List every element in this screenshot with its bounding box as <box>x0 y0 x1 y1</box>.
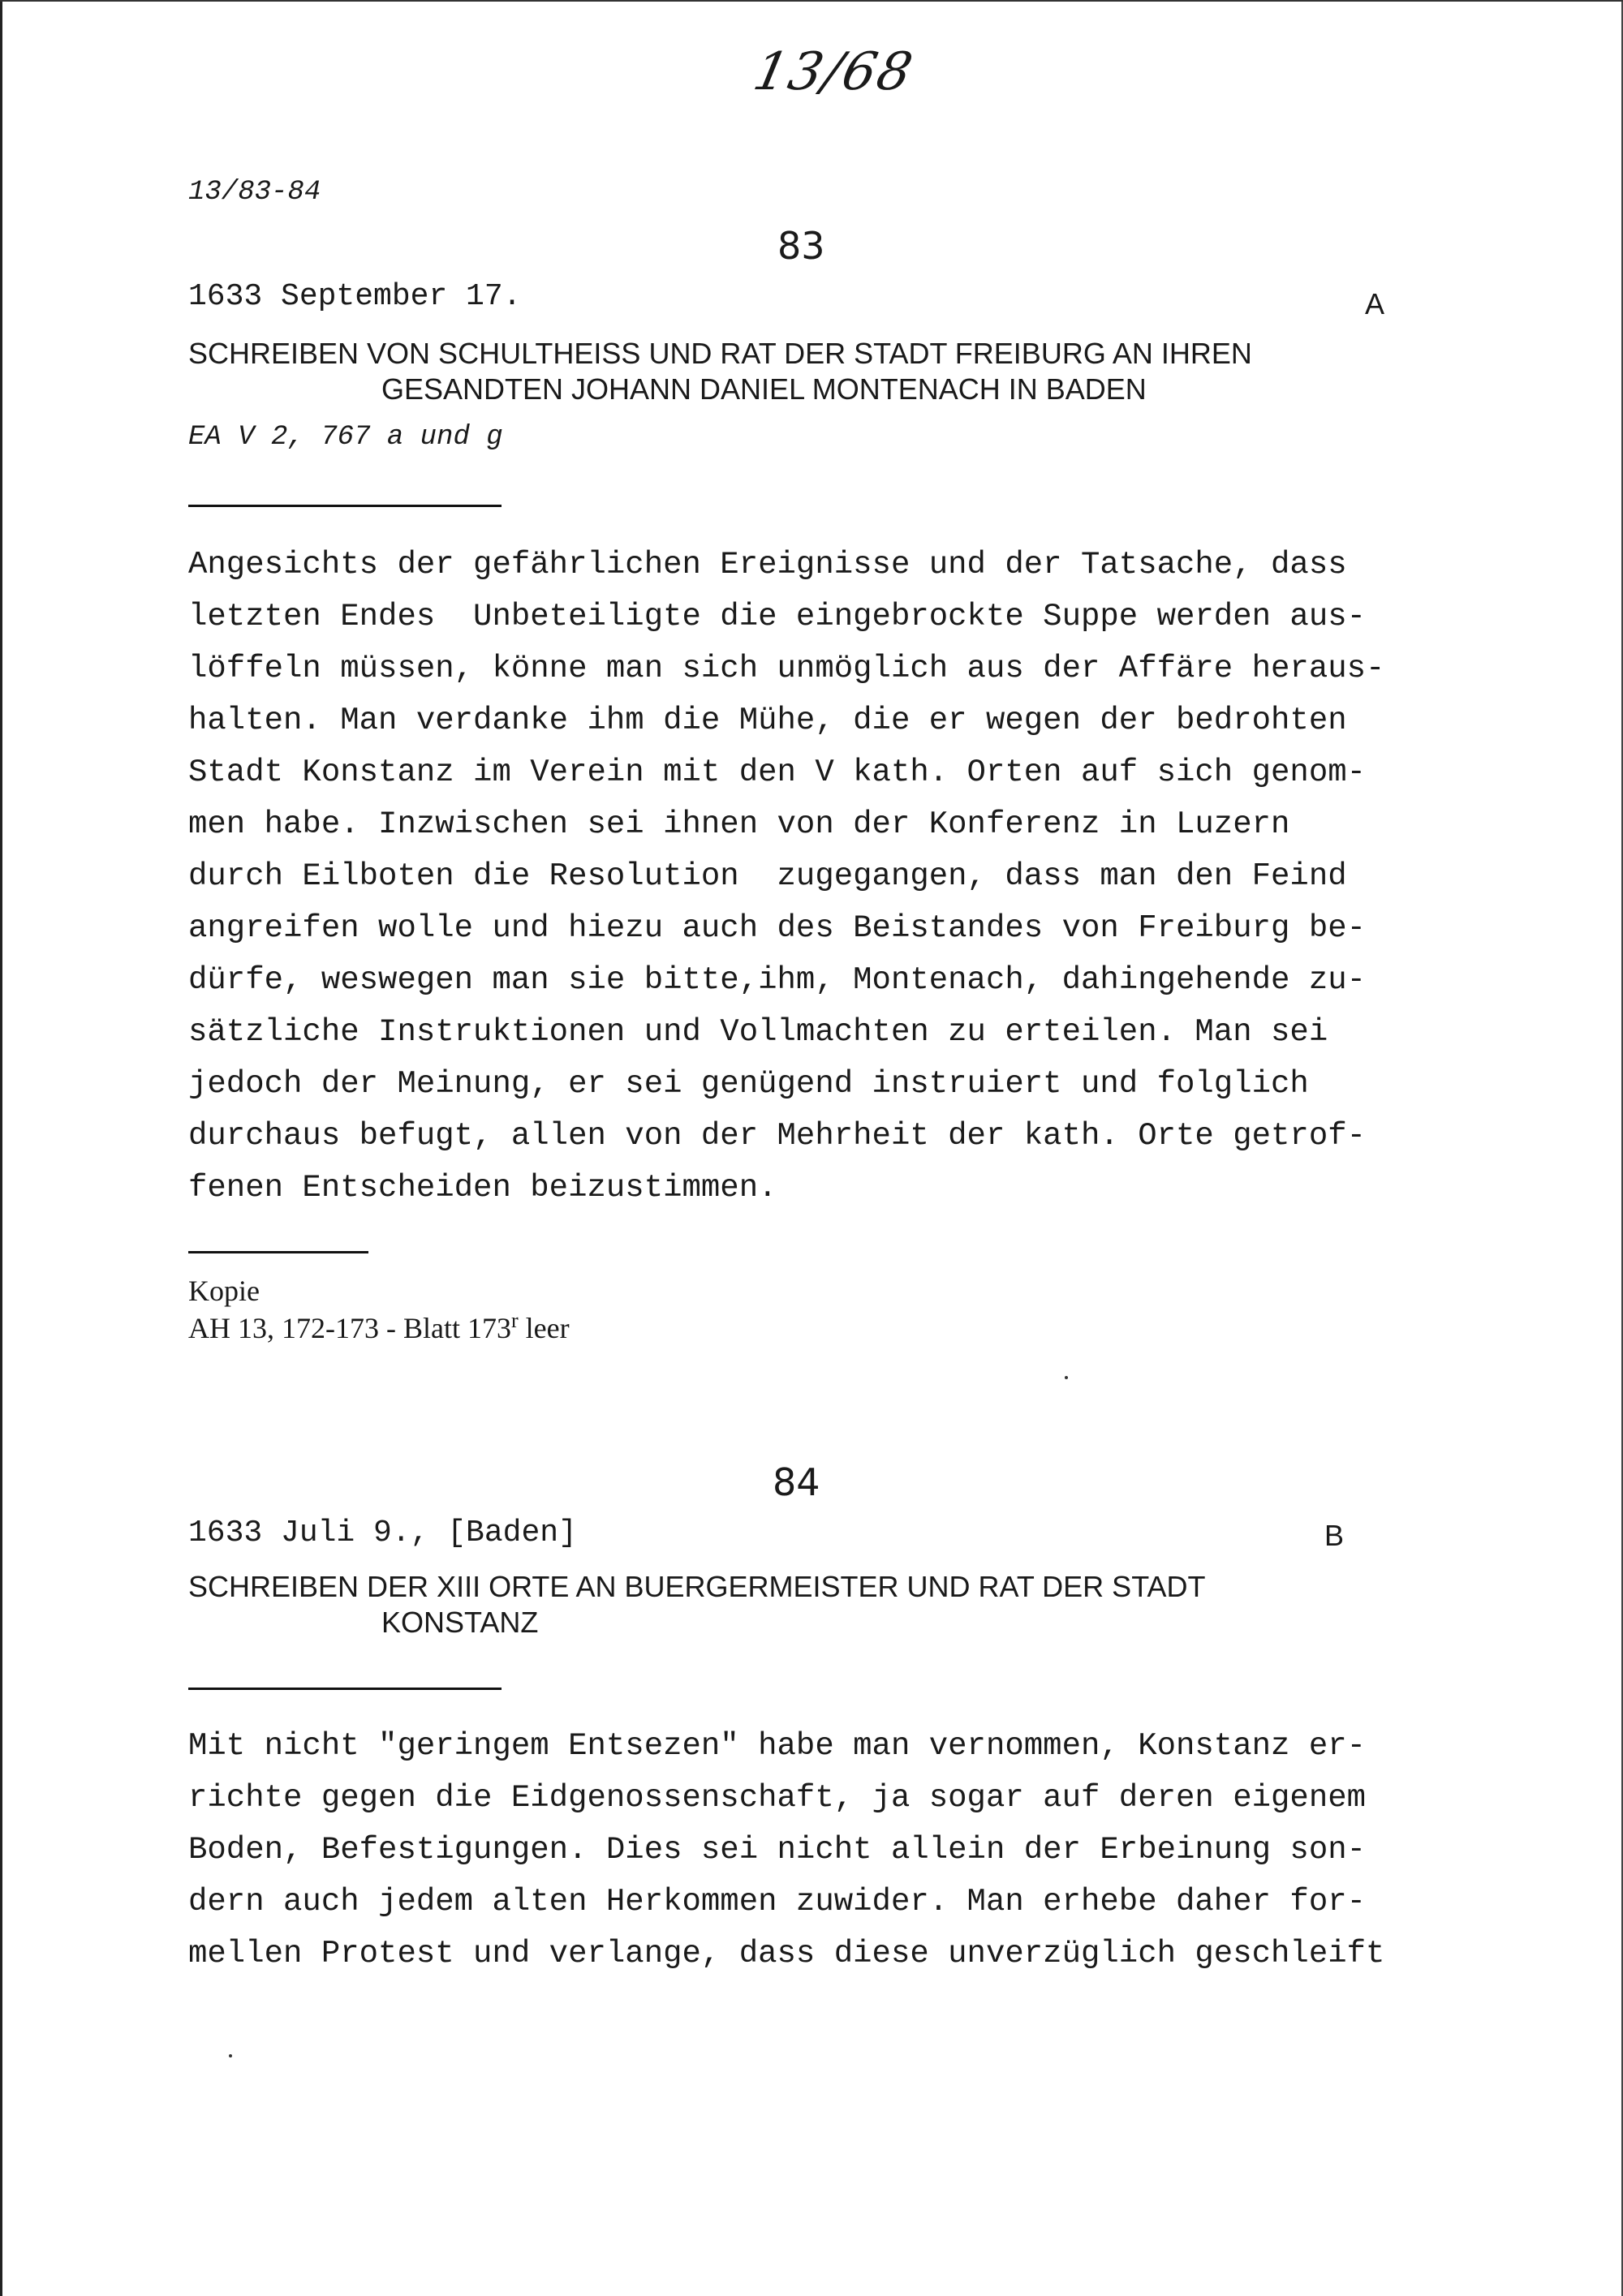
doc83-title <box>188 336 1252 407</box>
body-line: mellen Protest und verlange, dass diese unverzüglich geschleift <box>188 1936 1385 1971</box>
scan-speck <box>229 2054 232 2057</box>
scan-speck <box>1065 1376 1068 1379</box>
body-line: durchaus befugt, allen von der Mehrheit der kath. Orte getrof- <box>188 1118 1367 1154</box>
doc84-date: 1633 Juli 9., [Baden] <box>188 1516 577 1550</box>
divider <box>188 505 502 507</box>
doc83-body <box>188 539 1384 1214</box>
scan-left-edge <box>0 0 2 2296</box>
archive-ref: AH 13, 172-173 - Blatt 173 <box>188 1312 511 1344</box>
doc83-title-line: SCHREIBEN VON SCHULTHEISS UND RAT DER STADT FREIBURG AN IHREN <box>188 337 1252 370</box>
body-line: fenen Entscheiden beizustimmen. <box>188 1170 777 1206</box>
body-line: dern auch jedem alten Herkommen zuwider. Man erhebe daher for- <box>188 1884 1367 1920</box>
body-line: men habe. Inzwischen sei ihnen von der Konferenz in Luzern <box>188 806 1290 842</box>
doc84-number: 84 <box>773 1460 820 1504</box>
doc83-source: EA V 2, 767 a und g <box>188 422 503 453</box>
archive-superscript: r <box>510 1309 519 1332</box>
body-line: letzten Endes Unbeteiligte die eingebrockte Suppe werden aus- <box>188 599 1367 634</box>
body-line: Boden, Befestigungen. Dies sei nicht allein der Erbeinung son- <box>188 1832 1367 1868</box>
doc83-title-line: GESANDTEN JOHANN DANIEL MONTENACH IN BADEN <box>381 372 1147 406</box>
body-line: Mit nicht "geringem Entsezen" habe man vernommen, Konstanz er- <box>188 1728 1367 1764</box>
body-line: richte gegen die Eidgenossenschaft, ja sogar auf deren eigenem <box>188 1780 1367 1816</box>
body-line: löffeln müssen, könne man sich unmöglich aus der Affäre heraus- <box>188 651 1385 686</box>
body-line: jedoch der Meinung, er sei genügend instruiert und folglich <box>188 1066 1309 1102</box>
body-line: Angesichts der gefährlichen Ereignisse und der Tatsache, dass <box>188 547 1347 583</box>
body-line: durch Eilboten die Resolution zugegangen, dass man den Feind <box>188 858 1347 894</box>
archive-label: Kopie <box>188 1275 260 1307</box>
handwritten-page-number: 13/68 <box>748 42 919 102</box>
body-line: angreifen wolle und hiezu auch des Beistandes von Freiburg be- <box>188 910 1367 946</box>
doc83-date: 1633 September 17. <box>188 279 522 314</box>
body-line: sätzliche Instruktionen und Vollmachten zu erteilen. Man sei <box>188 1014 1328 1050</box>
divider <box>188 1251 368 1253</box>
doc83-archive <box>188 1272 570 1347</box>
top-reference: 13/83-84 <box>188 177 321 208</box>
body-line: dürfe, weswegen man sie bitte,ihm, Montenach, dahingehende zu- <box>188 962 1367 998</box>
doc83-mark: A <box>1365 287 1385 320</box>
doc84-title <box>188 1569 1206 1640</box>
divider <box>188 1688 502 1690</box>
doc84-body <box>188 1720 1384 1980</box>
archive-reference <box>188 1309 570 1347</box>
scan-top-edge <box>0 0 1623 2</box>
archive-tail: leer <box>518 1312 570 1344</box>
doc84-title-line: KONSTANZ <box>381 1606 539 1639</box>
doc83-number: 83 <box>777 224 825 268</box>
body-line: halten. Man verdanke ihm die Mühe, die er wegen der bedrohten <box>188 703 1347 738</box>
body-line: Stadt Konstanz im Verein mit den V kath. Orten auf sich genom- <box>188 755 1367 790</box>
doc84-mark: B <box>1324 1519 1345 1552</box>
doc84-title-line: SCHREIBEN DER XIII ORTE AN BUERGERMEISTER UND RAT DER STADT <box>188 1570 1206 1603</box>
